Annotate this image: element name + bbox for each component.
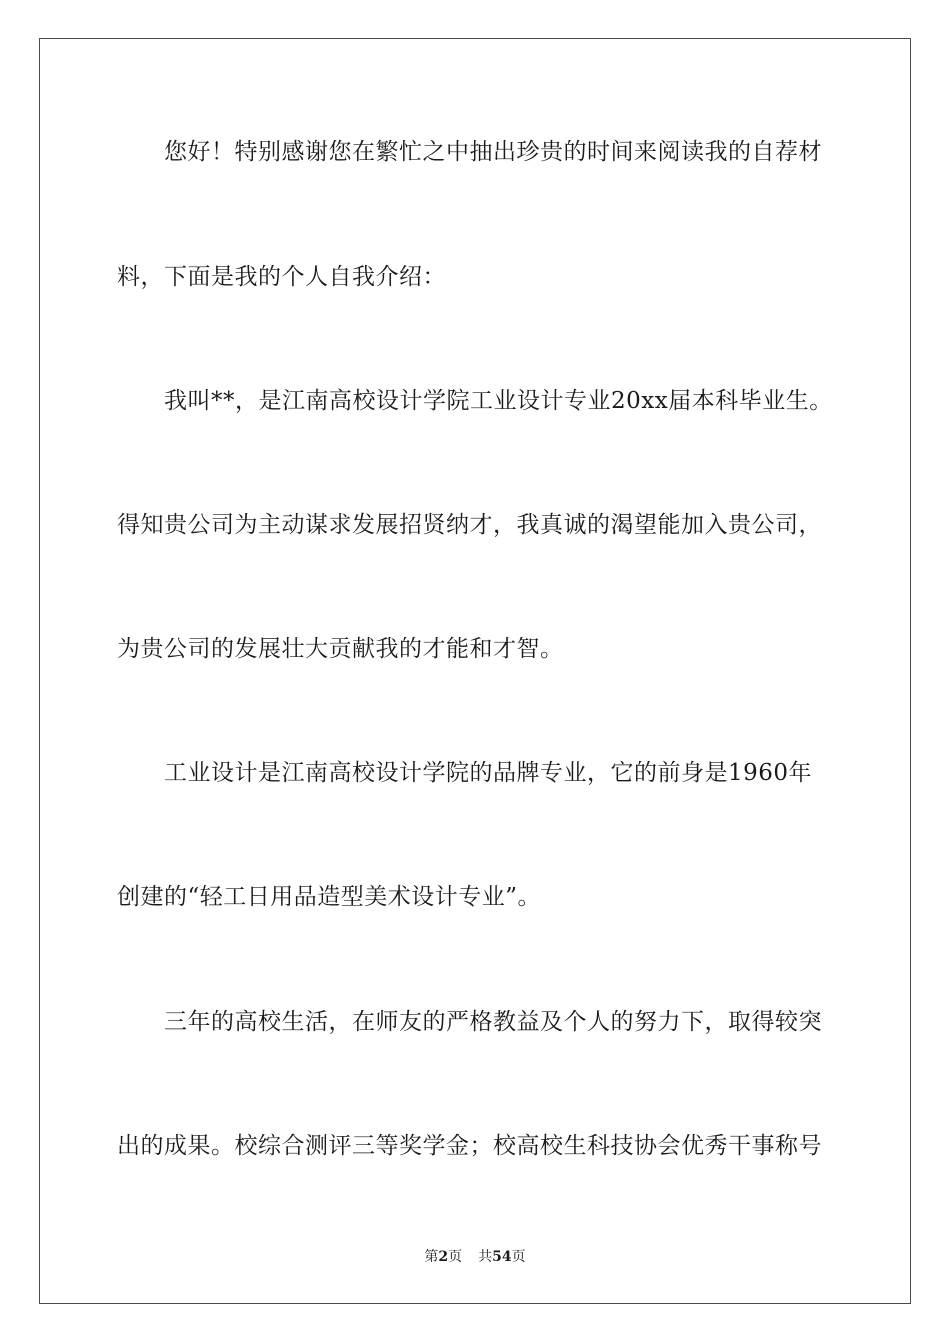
paragraph-1-line-2: 料，下面是我的个人自我介绍： <box>117 264 446 290</box>
footer-total-pages: 54 <box>492 1249 512 1265</box>
paragraph-4-line-2: 出的成果。校综合测评三等奖学金；校高校生科技协会优秀干事称号 <box>117 1133 822 1159</box>
paragraph-2-line-1: 我叫**，是江南高校设计学院工业设计专业20xx届本科毕业生。 <box>164 388 833 414</box>
footer-total-prefix: 共 <box>478 1249 493 1265</box>
footer-total-suffix: 页 <box>511 1249 526 1265</box>
footer-page-suffix: 页 <box>448 1249 463 1265</box>
footer-page-prefix: 第 <box>424 1249 439 1265</box>
footer-page-number: 2 <box>438 1249 449 1265</box>
page-footer <box>0 1248 950 1266</box>
page-border <box>39 38 911 1304</box>
paragraph-4-line-1: 三年的高校生活，在师友的严格教益及个人的努力下，取得较突 <box>164 1009 822 1035</box>
paragraph-2-line-3: 为贵公司的发展壮大贡献我的才能和才智。 <box>117 636 564 662</box>
paragraph-3-line-1: 工业设计是江南高校设计学院的品牌专业，它的前身是1960年 <box>164 760 813 786</box>
paragraph-3-line-2: 创建的“轻工日用品造型美术设计专业”。 <box>117 884 542 910</box>
paragraph-1-line-1: 您好！特别感谢您在繁忙之中抽出珍贵的时间来阅读我的自荐材 <box>164 139 822 165</box>
paragraph-2-line-2: 得知贵公司为主动谋求发展招贤纳才，我真诚的渴望能加入贵公司， <box>117 512 822 538</box>
